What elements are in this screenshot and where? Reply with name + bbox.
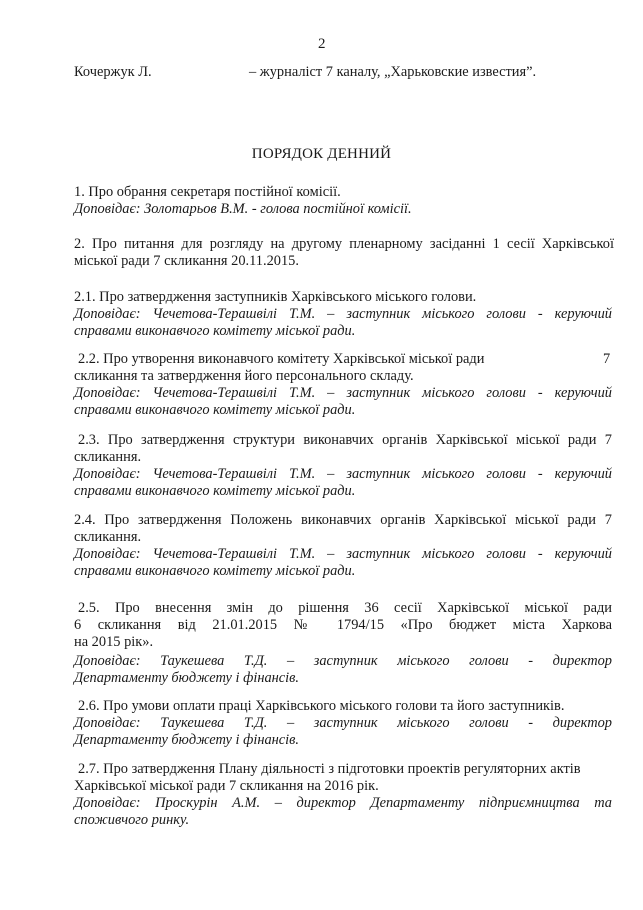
agenda-title: ПОРЯДОК ДЕННИЙ [251,146,392,162]
agenda-item-2-3-line-2: скликання. [74,449,142,465]
agenda-item-2-3-reporter-2: справами виконавчого комітету міської ради. [74,483,356,499]
agenda-item-2-7-reporter-2: споживчого ринку. [74,812,190,828]
agenda-item-2-line-1: 2. Про питання для розгляду на другому пленарному засіданні 1 сесії Харківської [74,236,614,252]
agenda-item-2-4-reporter-1: Доповідає: Чечетова-Терашвілі Т.М. – заступник міського голови - керуючий [74,546,612,562]
agenda-item-2-6-reporter-2: Департаменту бюджету і фінансів. [74,732,300,748]
agenda-item-2-4-reporter-2: справами виконавчого комітету міської ради. [74,563,356,579]
agenda-item-1-reporter: Доповідає: Золотарьов В.М. - голова постійної комісії. [74,201,412,217]
agenda-item-2-2-convocation-number: 7 [603,351,611,367]
agenda-item-2-6-line-1: 2.6. Про умови оплати праці Харківського міського голови та його заступників. [78,698,565,714]
agenda-item-2-2-reporter-2: справами виконавчого комітету міської ради. [74,402,356,418]
agenda-item-2-4-line-2: скликання. [74,529,142,545]
agenda-item-2-7-reporter-1: Доповідає: Проскурін А.М. – директор Департаменту підприємництва та [74,795,612,811]
agenda-item-2-1-line-1: 2.1. Про затвердження заступників Харківського міського голови. [74,289,477,305]
agenda-item-2-4-line-1: 2.4. Про затвердження Положень виконавчих органів Харківської міської ради 7 [74,512,612,528]
agenda-item-1-line-1: 1. Про обрання секретаря постійної комісії. [74,184,341,200]
agenda-item-2-2-line-2: скликання та затвердження його персонального складу. [74,368,414,384]
agenda-item-2-1-reporter-1: Доповідає: Чечетова-Терашвілі Т.М. – заступник міського голови - керуючий [74,306,612,322]
page-number: 2 [318,36,326,52]
agenda-item-2-3-reporter-1: Доповідає: Чечетова-Терашвілі Т.М. – заступник міського голови - керуючий [74,466,612,482]
agenda-item-2-2-reporter-1: Доповідає: Чечетова-Терашвілі Т.М. – заступник міського голови - керуючий [74,385,612,401]
agenda-item-2-5-line-2: 6 скликання від 21.01.2015 № 1794/15 «Про бюджет міста Харкова [74,617,612,633]
agenda-item-2-3-line-1: 2.3. Про затвердження структури виконавчих органів Харківської міської ради 7 [78,432,612,448]
agenda-item-2-7-line-2: Харківської міської ради 7 скликання на 2016 рік. [74,778,379,794]
attendee-role: – журналіст 7 каналу, „Харьковские известия”. [249,64,537,80]
attendee-name: Кочержук Л. [74,64,152,80]
agenda-item-2-5-line-3: на 2015 рік». [74,634,154,650]
agenda-item-2-2-line-1: 2.2. Про утворення виконавчого комітету Харківської міської ради [78,351,485,367]
agenda-item-2-5-reporter-1: Доповідає: Таукешева Т.Д. – заступник міського голови - директор [74,653,612,669]
agenda-item-2-5-reporter-2: Департаменту бюджету і фінансів. [74,670,300,686]
agenda-item-2-7-line-1: 2.7. Про затвердження Плану діяльності з підготовки проектів регуляторних актів [78,761,581,777]
agenda-item-2-6-reporter-1: Доповідає: Таукешева Т.Д. – заступник міського голови - директор [74,715,612,731]
agenda-item-2-5-line-1: 2.5. Про внесення змін до рішення 36 сесії Харківської міської ради [78,600,612,616]
agenda-item-2-1-reporter-2: справами виконавчого комітету міської ради. [74,323,356,339]
agenda-item-2-line-2: міської ради 7 скликання 20.11.2015. [74,253,299,269]
